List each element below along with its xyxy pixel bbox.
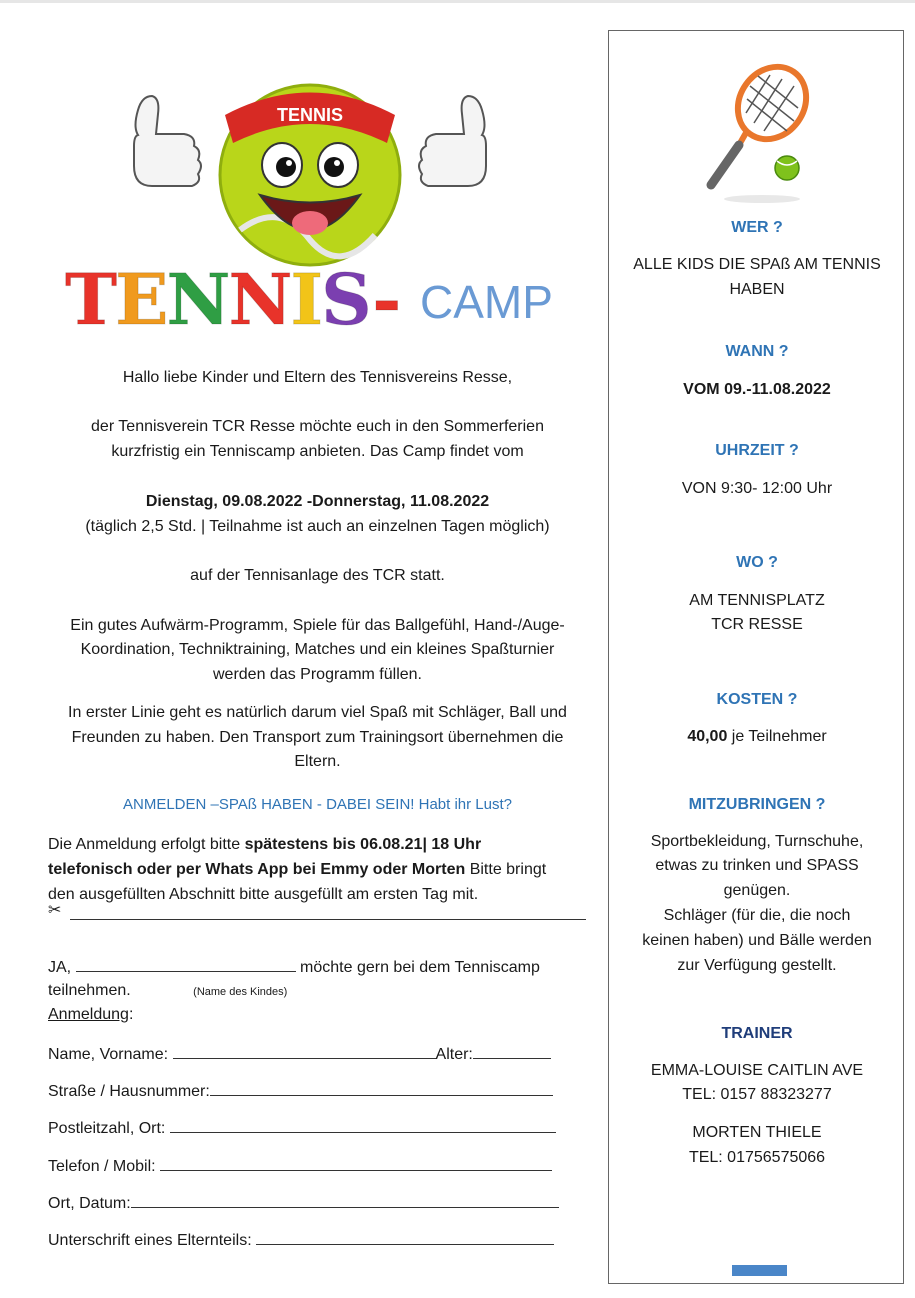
place-date-field[interactable] bbox=[131, 1191, 559, 1208]
call-to-action: ANMELDEN –SPAß HABEN - DABEI SEIN! Habt ihr Lust? bbox=[122, 796, 512, 813]
daily-info: (täglich 2,5 Std. | Teilnahme ist auch an einzelnen Tagen möglich) bbox=[85, 518, 550, 535]
form-ja-label: JA, bbox=[48, 959, 72, 976]
trainer-2-name: MORTEN THIELE bbox=[692, 1124, 822, 1141]
mitbringen-line-3: genügen. bbox=[723, 882, 791, 899]
wer-heading: WER ? bbox=[731, 219, 783, 236]
kosten-amount: 40,00 bbox=[687, 728, 728, 745]
info-sidebar bbox=[608, 30, 904, 1284]
form-street-row bbox=[48, 1079, 553, 1103]
kosten-rest: je Teilnehmer bbox=[727, 728, 827, 745]
zip-label: Postleitzahl, Ort: bbox=[48, 1120, 166, 1137]
program-line-2: Koordination, Techniktraining, Matches und ein kleines Spaßturnier bbox=[80, 641, 555, 658]
thumbs-up-left-icon bbox=[134, 96, 201, 186]
kosten-heading: KOSTEN ? bbox=[716, 691, 798, 708]
mitbringen-line-5: keinen haben) und Bälle werden bbox=[642, 932, 872, 949]
title-letter: T bbox=[65, 258, 116, 341]
uhrzeit-heading: UHRZEIT ? bbox=[715, 442, 799, 459]
camp-dates: Dienstag, 09.08.2022 -Donnerstag, 11.08.2022 bbox=[145, 493, 490, 510]
title-letter: E bbox=[115, 258, 167, 341]
fun-line-3: Eltern. bbox=[294, 753, 341, 770]
signature-label: Unterschrift eines Elternteils: bbox=[48, 1232, 252, 1249]
cut-line bbox=[48, 900, 586, 925]
fun-line-1: In erster Linie geht es natürlich darum viel Spaß mit Schläger, Ball und bbox=[68, 704, 567, 721]
form-participate-row bbox=[48, 980, 287, 1003]
form-place-date-row bbox=[48, 1191, 559, 1215]
form-signature-row bbox=[48, 1228, 554, 1252]
wo-line-1: AM TENNISPLATZ bbox=[689, 592, 825, 609]
street-label: Straße / Hausnummer: bbox=[48, 1083, 210, 1100]
tennis-racket-icon bbox=[702, 61, 822, 206]
child-name-hint: (Name des Kindes) bbox=[193, 986, 288, 998]
form-wants-label: möchte gern bei dem Tenniscamp bbox=[300, 959, 540, 976]
uhrzeit-text: VON 9:30- 12:00 Uhr bbox=[681, 480, 833, 497]
zip-field[interactable] bbox=[170, 1116, 556, 1133]
place-date-label: Ort, Datum: bbox=[48, 1195, 131, 1212]
mitbringen-line-6: zur Verfügung gestellt. bbox=[677, 957, 837, 974]
title-letter: S bbox=[321, 258, 373, 341]
wann-heading: WANN ? bbox=[725, 343, 789, 360]
camp-title bbox=[65, 260, 605, 340]
name-field[interactable] bbox=[173, 1042, 436, 1059]
street-field[interactable] bbox=[210, 1079, 553, 1096]
thumbs-up-right-icon bbox=[419, 96, 486, 186]
cut-line-rule bbox=[70, 919, 586, 920]
form-zip-row bbox=[48, 1116, 556, 1140]
signup-deadline: spätestens bis 06.08.21| 18 Uhr bbox=[244, 836, 482, 853]
wer-line-1: ALLE KIDS DIE SPAß AM TENNIS bbox=[633, 256, 881, 273]
greeting-text: Hallo liebe Kinder und Eltern des Tennisvereins Resse, bbox=[122, 369, 513, 386]
mitbringen-line-2: etwas zu trinken und SPASS bbox=[655, 857, 859, 874]
program-line-3: werden das Programm füllen. bbox=[213, 666, 422, 683]
mitbringen-line-1: Sportbekleidung, Turnschuhe, bbox=[650, 833, 864, 850]
location-text: auf der Tennisanlage des TCR statt. bbox=[190, 567, 445, 584]
phone-label: Telefon / Mobil: bbox=[48, 1158, 156, 1175]
title-letter: N bbox=[166, 258, 229, 341]
title-letter: N bbox=[228, 258, 291, 341]
age-field[interactable] bbox=[473, 1042, 551, 1059]
signup-text-2: Bitte bringt bbox=[465, 861, 547, 878]
form-anmeldung-row bbox=[48, 1004, 133, 1026]
program-line-1: Ein gutes Aufwärm-Programm, Spiele für das Ballgefühl, Hand-/Auge- bbox=[70, 617, 565, 634]
anmeldung-label: Anmeldung bbox=[48, 1006, 129, 1023]
form-name-row bbox=[48, 1042, 551, 1066]
kosten-text bbox=[609, 724, 905, 749]
title-camp-word: CAMP bbox=[420, 276, 553, 328]
signup-contact-method: telefonisch oder per Whats App bei Emmy oder Morten bbox=[48, 861, 466, 878]
page-top-edge bbox=[0, 0, 915, 3]
scissors-icon: ✂ bbox=[48, 902, 62, 919]
mitbringen-line-4: Schläger (für die, die noch bbox=[663, 907, 851, 924]
title-letter: - bbox=[372, 258, 400, 341]
intro-line-1: der Tennisverein TCR Resse möchte euch in den Sommerferien bbox=[91, 418, 544, 435]
fun-line-2: Freunden zu haben. Den Transport zum Trainingsort übernehmen die bbox=[71, 729, 564, 746]
intro-line-2: kurzfristig ein Tenniscamp anbieten. Das Camp findet vom bbox=[111, 443, 524, 460]
age-label: Alter: bbox=[435, 1046, 473, 1063]
signature-field[interactable] bbox=[256, 1228, 554, 1245]
headband-text: TENNIS bbox=[276, 105, 344, 125]
trainer-2-phone: TEL: 01756575066 bbox=[688, 1149, 826, 1166]
wann-text: VOM 09.-11.08.2022 bbox=[683, 381, 831, 398]
signup-text-3: den ausgefüllten Abschnitt bitte ausgefüllt am ersten Tag mit. bbox=[48, 886, 479, 903]
form-phone-row bbox=[48, 1154, 552, 1178]
child-name-field[interactable] bbox=[76, 955, 296, 972]
wo-heading: WO ? bbox=[736, 554, 778, 571]
signup-instructions bbox=[48, 832, 598, 907]
phone-field[interactable] bbox=[160, 1154, 552, 1171]
wer-line-2: HABEN bbox=[729, 281, 785, 298]
trainer-heading: TRAINER bbox=[721, 1025, 793, 1042]
trainer-1-name: EMMA-LOUISE CAITLIN AVE bbox=[650, 1062, 864, 1079]
wo-line-2: TCR RESSE bbox=[711, 616, 803, 633]
title-tennis-word bbox=[65, 260, 399, 340]
mitbringen-heading: MITZUBRINGEN ? bbox=[688, 796, 826, 813]
name-label: Name, Vorname: bbox=[48, 1046, 169, 1063]
trainer-1-phone: TEL: 0157 88323277 bbox=[682, 1086, 832, 1103]
form-ja-row bbox=[48, 955, 540, 979]
footer-accent-bar bbox=[732, 1265, 787, 1276]
anmeldung-colon: : bbox=[128, 1006, 134, 1023]
signup-text-1: Die Anmeldung erfolgt bitte bbox=[48, 836, 245, 853]
title-letter: I bbox=[290, 258, 322, 341]
form-participate-label: teilnehmen. bbox=[48, 982, 131, 999]
